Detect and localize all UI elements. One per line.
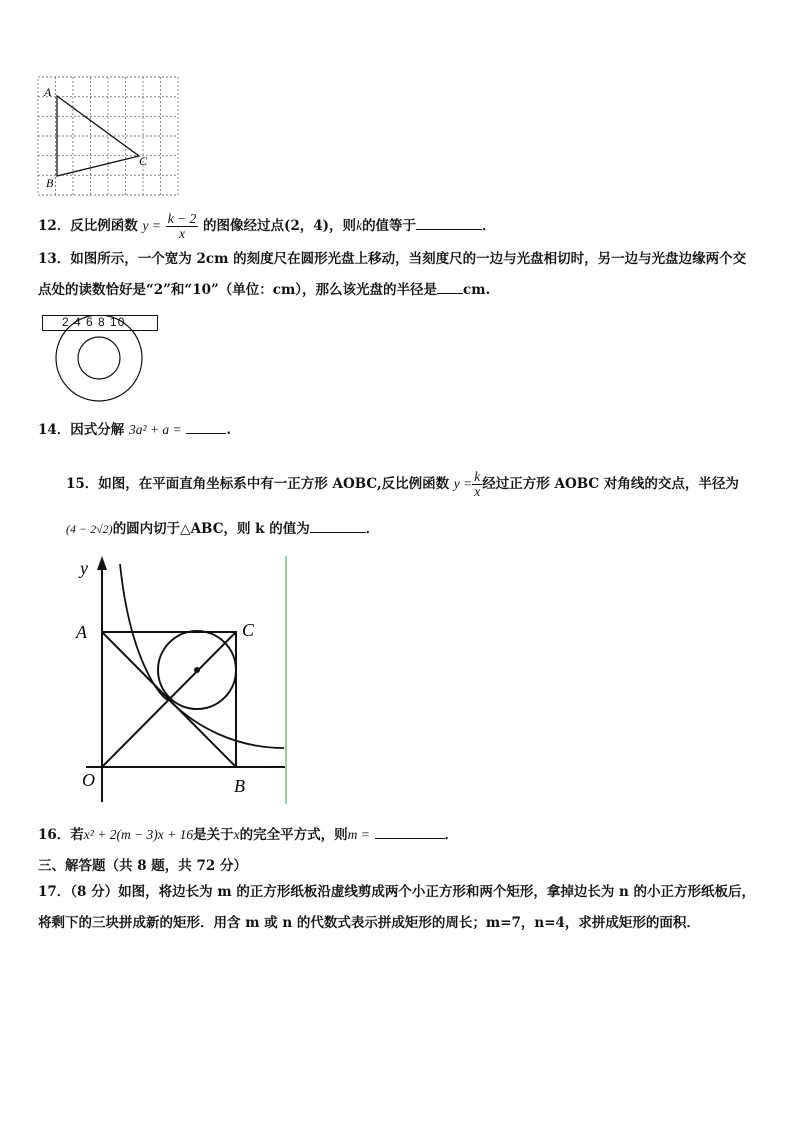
q14-answer-blank[interactable] (186, 421, 226, 434)
q15-end: ． (365, 521, 380, 537)
fig15-label-o: O (82, 770, 95, 790)
fig15-label-c: C (242, 620, 255, 640)
q15-answer-blank[interactable] (310, 520, 366, 533)
q16-text: 若 (70, 827, 84, 843)
section-3-title: 三、解答题（共 8 题，共 72 分） (38, 858, 247, 874)
fig15-figure (72, 552, 292, 808)
q14-text: 因式分解 (70, 422, 125, 438)
grid-figure (36, 75, 181, 197)
q16-text-2: 是关于 (193, 827, 234, 843)
label-a: A (44, 85, 52, 99)
q16-var: x (233, 827, 240, 842)
q15-text: 15．如图，在平面直角坐标系中有一正方形 AOBC,反比例函数 (66, 476, 450, 492)
question-13-line-1: 13．如图所示，一个宽为 2cm 的刻度尺在圆形光盘上移动，当刻度尺的一边与光盘相切时，另一边与光盘边缘两个交 (38, 251, 747, 267)
question-12 (38, 212, 496, 241)
q12-text-3: 的值等于 (362, 218, 417, 234)
q15-frac-den: x (474, 484, 481, 499)
q14-expression: 3a² + a = (129, 422, 182, 437)
q14-number: 14． (38, 422, 71, 438)
question-17-line-2: 将剩下的三块拼成新的矩形．用含 m 或 n 的代数式表示拼成矩形的周长；m=7，n=4，求拼成矩形的面积． (38, 915, 700, 931)
q12-var: k (356, 218, 363, 233)
label-c: C (139, 154, 148, 168)
label-b: B (46, 176, 54, 190)
question-14 (38, 420, 231, 440)
hyperbola (120, 564, 284, 748)
q15-radius: (4 − 2√2) (66, 522, 113, 536)
q13-answer-blank[interactable] (437, 281, 463, 294)
ruler-ticks: 2 4 6 8 10 (62, 315, 126, 329)
q12-fraction (166, 212, 199, 241)
question-17-line-1: 17．（8 分）如图，将边长为 m 的正方形纸板沿虚线剪成两个小正方形和两个矩形，拿掉边长为 n 的小正方形纸板后， (38, 884, 756, 900)
question-13-line-2 (38, 280, 490, 300)
fig15-label-b: B (234, 776, 245, 796)
q13-unit: cm. (463, 282, 491, 298)
q16-var-2: m = (347, 827, 370, 842)
q12-lhs: y = (142, 218, 161, 233)
q12-number: 12． (38, 218, 71, 234)
q12-text: 反比例函数 (70, 218, 138, 234)
q15-text-3: 的圆内切于△ABC，则 k 的值为 (112, 521, 310, 537)
q12-text-2: 的图像经过点(2，4)，则 (203, 218, 357, 234)
q16-answer-blank[interactable] (375, 826, 445, 839)
q14-end: . (226, 422, 232, 438)
question-15-line-1 (66, 470, 739, 499)
q16-end: ． (444, 827, 459, 843)
question-16 (38, 825, 458, 845)
q15-frac-num: k (474, 469, 481, 484)
disc-inner-circle (78, 337, 120, 379)
q15-fraction (472, 470, 482, 499)
q12-end: ． (482, 218, 496, 234)
q12-frac-den: x (178, 226, 185, 241)
question-15-line-2 (66, 519, 379, 539)
q15-text-2: 经过正方形 AOBC 对角线的交点，半径为 (482, 476, 739, 492)
circle-center (194, 667, 200, 673)
fig15-label-a: A (76, 622, 87, 642)
q16-number: 16． (38, 827, 71, 843)
q12-answer-blank[interactable] (416, 217, 482, 230)
y-axis-arrow (97, 556, 107, 570)
q12-frac-num: k − 2 (167, 211, 197, 226)
q16-expression: x² + 2(m − 3)x + 16 (83, 827, 194, 842)
q16-text-3: 的完全平方式，则 (239, 827, 348, 843)
fig15-label-y: y (80, 558, 88, 578)
q15-lhs: y = (453, 476, 473, 491)
q13-text: 点处的读数恰好是“2”和“10”（单位：cm），那么该光盘的半径是 (38, 282, 437, 298)
